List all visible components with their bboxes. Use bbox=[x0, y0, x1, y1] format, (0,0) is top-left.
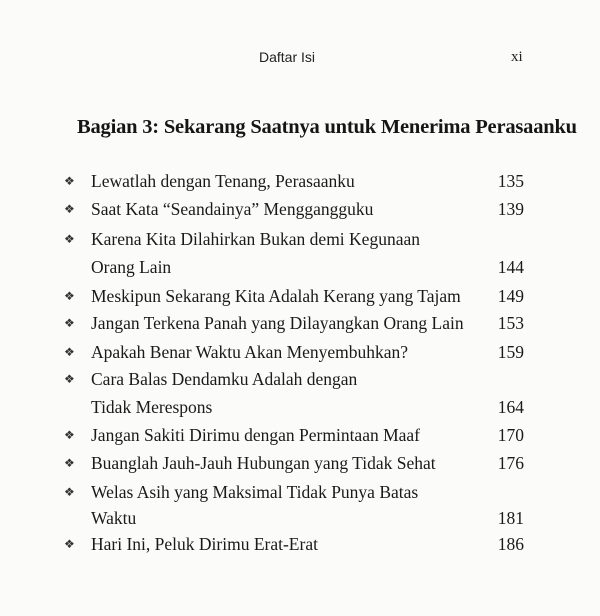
diamond-dots-icon: ❖ bbox=[64, 485, 75, 499]
toc-entry-page: 135 bbox=[497, 171, 524, 191]
running-header bbox=[0, 49, 600, 69]
toc-entry-page: 153 bbox=[497, 313, 524, 333]
toc-entry-title: Lewatlah dengan Tenang, Perasaanku bbox=[91, 171, 355, 191]
toc-entry bbox=[0, 283, 600, 309]
toc-entry-title: Saat Kata “Seandainya” Menggangguku bbox=[91, 199, 374, 219]
section-heading: Bagian 3: Sekarang Saatnya untuk Menerima Perasaanku bbox=[77, 116, 577, 138]
toc-entry bbox=[0, 310, 600, 336]
toc-entry-page: 149 bbox=[497, 286, 524, 306]
toc-entry-continuation bbox=[0, 505, 600, 531]
toc-entry-title: Orang Lain bbox=[91, 257, 172, 277]
toc-entry bbox=[0, 226, 600, 252]
toc-entry-title: Hari Ini, Peluk Dirimu Erat-Erat bbox=[91, 534, 318, 554]
diamond-dots-icon: ❖ bbox=[64, 372, 75, 386]
toc-entry-title: Tidak Merespons bbox=[91, 397, 213, 417]
diamond-dots-icon: ❖ bbox=[64, 537, 75, 551]
toc-entry-title: Apakah Benar Waktu Akan Menyembuhkan? bbox=[91, 342, 409, 362]
toc-entry-title: Karena Kita Dilahirkan Bukan demi Kegunaan bbox=[91, 229, 420, 249]
toc-entry-page: 176 bbox=[497, 453, 524, 473]
toc-entry bbox=[0, 479, 600, 505]
toc-entry-continuation bbox=[0, 254, 600, 280]
diamond-dots-icon: ❖ bbox=[64, 289, 75, 303]
toc-entry-page: 139 bbox=[497, 199, 524, 219]
toc-entry-page: 181 bbox=[497, 508, 524, 528]
toc-entry bbox=[0, 531, 600, 557]
toc-entry bbox=[0, 366, 600, 392]
toc-entry bbox=[0, 422, 600, 448]
running-title: Daftar Isi bbox=[259, 49, 316, 65]
toc-entry-continuation bbox=[0, 394, 600, 420]
toc-entry-page: 170 bbox=[497, 425, 524, 445]
diamond-dots-icon: ❖ bbox=[64, 232, 75, 246]
toc-entry bbox=[0, 196, 600, 222]
toc-entry-title: Cara Balas Dendamku Adalah dengan bbox=[91, 369, 358, 389]
toc-entry bbox=[0, 168, 600, 194]
toc-entry-title: Meskipun Sekarang Kita Adalah Kerang yang Tajam bbox=[91, 286, 461, 306]
diamond-dots-icon: ❖ bbox=[64, 174, 75, 188]
toc-entry bbox=[0, 339, 600, 365]
toc-entry-title: Welas Asih yang Maksimal Tidak Punya Batas bbox=[91, 482, 419, 502]
toc-entry-page: 159 bbox=[497, 342, 524, 362]
toc-entry-page: 186 bbox=[497, 534, 524, 554]
diamond-dots-icon: ❖ bbox=[64, 428, 75, 442]
toc-entry-page: 144 bbox=[497, 257, 524, 277]
toc-entry-page: 164 bbox=[497, 397, 524, 417]
diamond-dots-icon: ❖ bbox=[64, 316, 75, 330]
toc-entry-title: Jangan Sakiti Dirimu dengan Permintaan Maaf bbox=[91, 425, 421, 445]
toc-entry bbox=[0, 450, 600, 476]
diamond-dots-icon: ❖ bbox=[64, 345, 75, 359]
diamond-dots-icon: ❖ bbox=[64, 456, 75, 470]
toc-entry-title: Buanglah Jauh-Jauh Hubungan yang Tidak Sehat bbox=[91, 453, 436, 473]
toc-entry-title: Waktu bbox=[91, 508, 137, 528]
toc-entry-title: Jangan Terkena Panah yang Dilayangkan Orang Lain bbox=[91, 313, 464, 333]
page-number: xi bbox=[511, 49, 523, 65]
diamond-dots-icon: ❖ bbox=[64, 202, 75, 216]
